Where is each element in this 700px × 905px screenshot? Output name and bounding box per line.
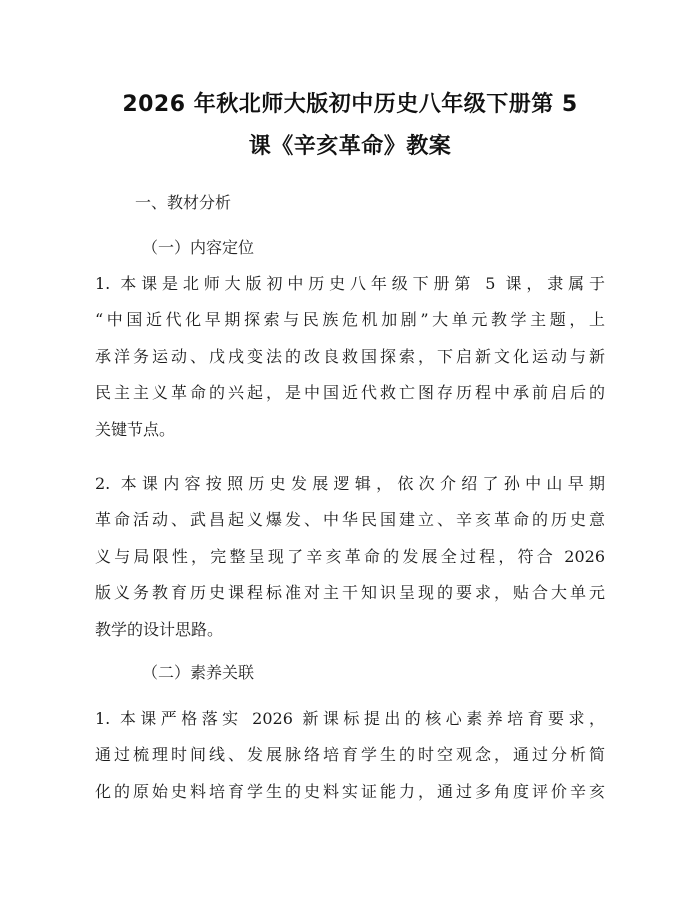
paragraph-line: “中国近代化早期探索与民族危机加剧”大单元教学主题，上: [95, 310, 605, 330]
paragraph-line: 化的原始史料培育学生的史料实证能力，通过多角度评价辛亥: [95, 781, 605, 801]
subsection-heading-literacy-connection: （二）素养关联: [142, 663, 255, 682]
section-heading-textbook-analysis: 一、教材分析: [135, 193, 232, 212]
paragraph-content-positioning-1: [95, 266, 605, 448]
paragraph-line: 义与局限性，完整呈现了辛亥革命的发展全过程，符合 2026: [95, 546, 605, 566]
paragraph-line: 民主主义革命的兴起，是中国近代救亡图存历程中承前启后的: [95, 383, 605, 403]
paragraph-literacy-connection-1: [95, 701, 605, 810]
paragraph-line: 承洋务运动、戊戌变法的改良救国探索，下启新文化运动与新: [95, 346, 605, 366]
paragraph-line: 版义务教育历史课程标准对主干知识呈现的要求，贴合大单元: [95, 583, 605, 603]
paragraph-content-positioning-2: [95, 466, 605, 648]
document-title-line-1: 2026 年秋北师大版初中历史八年级下册第 5: [122, 92, 578, 117]
paragraph-line: 教学的设计思路。: [95, 619, 224, 639]
paragraph-line: 革命活动、武昌起义爆发、中华民国建立、辛亥革命的历史意: [95, 510, 605, 530]
paragraph-line: 2. 本课内容按照历史发展逻辑，依次介绍了孙中山早期: [95, 474, 605, 493]
paragraph-line: 1. 本课严格落实 2026 新课标提出的核心素养培育要求，: [95, 709, 605, 728]
subsection-heading-content-positioning: （一）内容定位: [142, 238, 255, 257]
paragraph-line: 1. 本课是北师大版初中历史八年级下册第 5 课，隶属于: [95, 274, 605, 293]
document-title-line-2: 课《辛亥革命》教案: [248, 134, 452, 159]
paragraph-line: 关键节点。: [95, 419, 176, 439]
paragraph-line: 通过梳理时间线、发展脉络培育学生的时空观念，通过分析简: [95, 745, 605, 765]
